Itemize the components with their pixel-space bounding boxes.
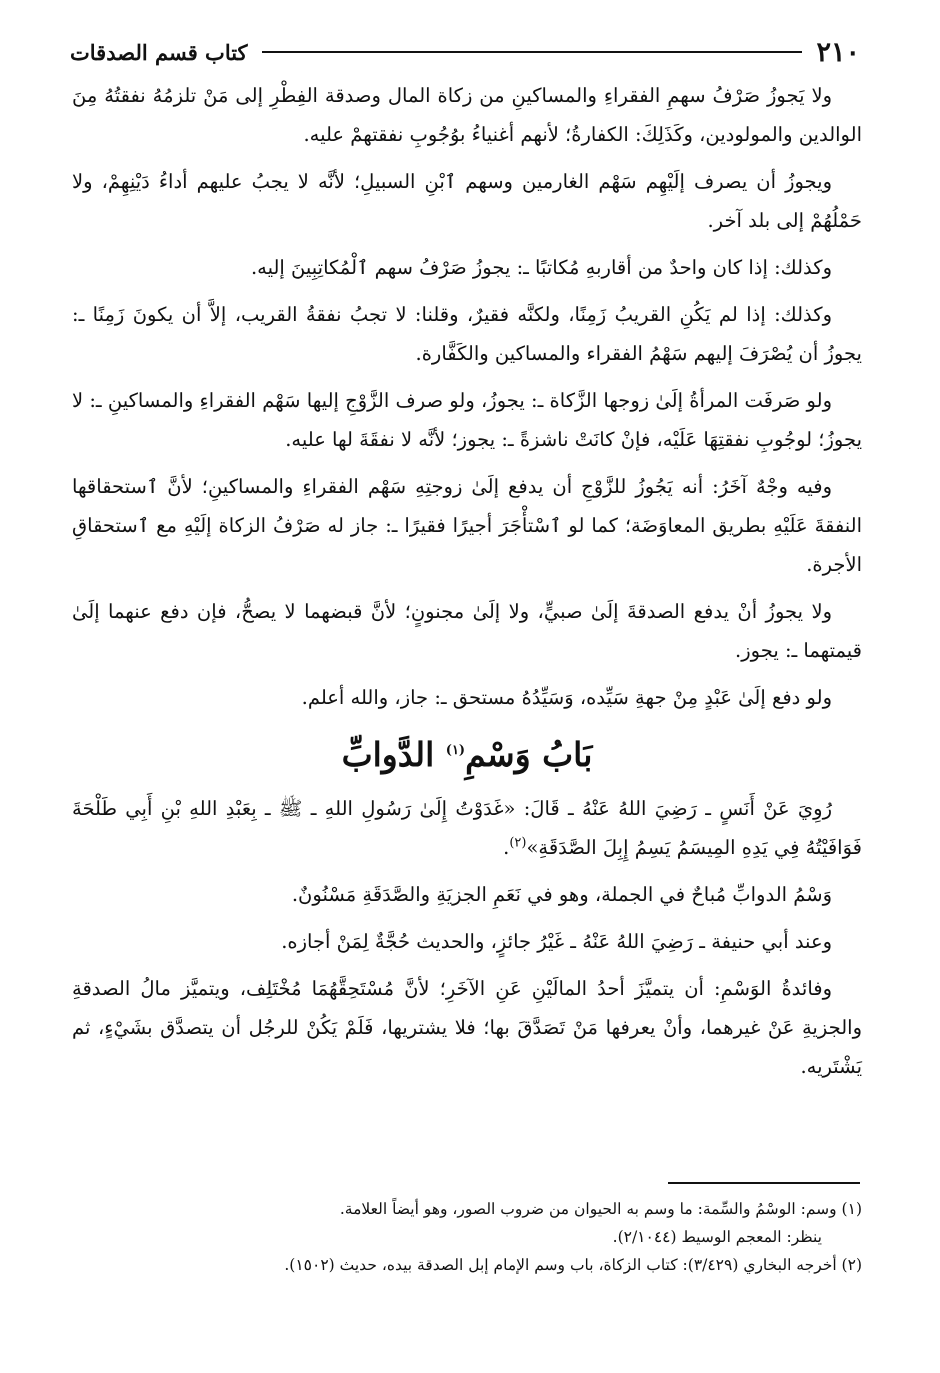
paragraph: وفيه وجْهٌ آخَرُ: أنه يَجُوزُ للزَّوْجِ أن يدفع إلَىٰ زوجتِهِ سَهْم الفقراءِ والمساكينِ؛ لأنَّ ٱستحقاقها النفقةَ عَلَيْهِ بطريق المعاوَضَة؛ كما لو ٱسْتأْجَرَ أجيرًا فقيرًا ـ: جاز له صَرْفُ الزكاة إلَيْهِ مع ٱستحقاقِ الأجرة. bbox=[72, 475, 862, 576]
paragraph: وعند أبي حنيفة ـ رَضِيَ اللهُ عَنْهُ ـ غَيْرُ جائزٍ، والحديث حُجَّةٌ لِمَنْ أجازه. bbox=[281, 930, 832, 953]
footnote-rule bbox=[668, 1182, 860, 1184]
hadith-text: رُوِيَ عَنْ أَنَسٍ ـ رَضِيَ اللهُ عَنْهُ ـ قَالَ: «غَدَوْتُ إِلَىٰ رَسُولِ اللهِ ـ ﷺ ـ بِعَبْدِ اللهِ بْنِ أَبِي طَلْحَةَ فَوَافَيْتُهُ فِي يَدِهِ المِيسَمُ يَسِمُ إِبِلَ الصَّدَقَةِ» bbox=[72, 797, 862, 859]
header-rule bbox=[262, 51, 803, 53]
section-heading-text: بَابُ وَسْمِ bbox=[465, 735, 593, 774]
footnote-marker: (٢) bbox=[509, 835, 527, 851]
main-text bbox=[72, 76, 862, 1094]
paragraph: ولا يَجوزُ صَرْفُ سهمِ الفقراءِ والمساكينِ من زكاة المال وصدقة الفِطْرِ إلى مَنْ تلزمُهُ نفقتُهُ مِنَ الوالدين والمولودين، وكَذَلِكَ: الكفارةُ؛ لأنهم أغنياءُ بوُجُوبِ نفقتهمْ عليه. bbox=[72, 84, 862, 146]
hadith-paragraph bbox=[72, 789, 862, 867]
paragraph: ولو صَرفَت المرأةُ إلَىٰ زوجها الزَّكاة ـ: يجوزُ، ولو صرف الزَّوْجِ إليها سَهْم الفقراءِ والمساكينِ ـ: لا يجوزُ؛ لوجُوبِ نفقتِهَا عَلَيْه، فإنْ كانَتْ ناشزةً ـ: يجوز؛ لأنَّه لا نفقَةَ لها عليه. bbox=[72, 389, 862, 451]
paragraph: ولا يجوزُ أنْ يدفع الصدقةَ إلَىٰ صبيٍّ، ولا إلَىٰ مجنونٍ؛ لأنَّ قبضهما لا يصحُّ، فإن دفع عنهما إلَىٰ قيمتهما ـ: يجوز. bbox=[72, 600, 862, 662]
page-number: ٢١٠ bbox=[816, 36, 860, 68]
footnote: (٢) أخرجه البخاري (٣/٤٢٩): كتاب الزكاة، باب وسم الإمام إبل الصدقة بيده، حديث (١٥٠٢). bbox=[284, 1256, 862, 1274]
paragraph: ولو دفع إلَىٰ عَبْدٍ مِنْ جهةِ سَيِّده، وَسَيِّدُهُ مستحق ـ: جاز، والله أعلم. bbox=[301, 686, 832, 709]
section-heading bbox=[72, 725, 862, 785]
paragraph: وكذلك: إذا كان واحدٌ من أقاربهِ مُكاتبًا ـ: يجوزُ صَرْفُ سهم ٱلْمُكاتِبِينَ إليه. bbox=[250, 256, 832, 279]
footnote: (١) وسم: الوسْمُ والسِّمة: ما وسم به الحيوان من ضروب الصور، وهو أيضاً العلامة. bbox=[339, 1200, 862, 1218]
paragraph: وَسْمُ الدوابِّ مُباحٌ في الجملة، وهو في نَعَمِ الجزيَةِ والصَّدَقَةِ مَسْنُونٌ. bbox=[291, 883, 832, 906]
footnote-reference: ينظر: المعجم الوسيط (٢/١٠٤٤). bbox=[612, 1228, 822, 1246]
paragraph: ويجوزُ أن يصرف إلَيْهِم سَهْم الغارمين وسهم ٱبْنِ السبيلِ؛ لأنَّه لا يجبُ عليهم أداءُ دَيْنِهِمْ، ولا حَمْلُهُمْ إلى بلد آخر. bbox=[72, 170, 862, 232]
page-header bbox=[70, 32, 860, 72]
footnotes bbox=[72, 1195, 862, 1279]
hadith-end: . bbox=[503, 836, 510, 859]
paragraph: وفائدةُ الوَسْمِ: أن يتميَّزَ أحدُ المالَيْنِ عَنِ الآخَرِ؛ لأنَّ مُسْتَحِقَّهُمَا مُخْتَلِف، ويتميَّز مالُ الصدقةِ والجزيةِ عَنْ غيرهما، وأنْ يعرفها مَنْ تَصَدَّقَ بها؛ فلا يشتريها، فَلَمْ يَكُنْ للرجُل أن يتصدَّق بشَيْءٍ، ثم يَشْتَريه. bbox=[72, 977, 862, 1078]
running-title: كتاب قسم الصدقات bbox=[70, 39, 248, 65]
section-heading-text-end: الدَّوابِّ bbox=[341, 735, 446, 774]
footnote-marker: (١) bbox=[445, 743, 466, 758]
paragraph: وكذلك: إذا لم يَكُنِ القريبُ زَمِنًا، ولكنَّه فقيرٌ، وقلنا: لا تجبُ نفقةُ القريب، إلاَّ أن يكونَ زَمِنًا ـ: يجوزُ أن يُصْرَفَ إليهم سَهْمُ الفقراء والمساكين والكَفَّارة. bbox=[72, 303, 862, 365]
